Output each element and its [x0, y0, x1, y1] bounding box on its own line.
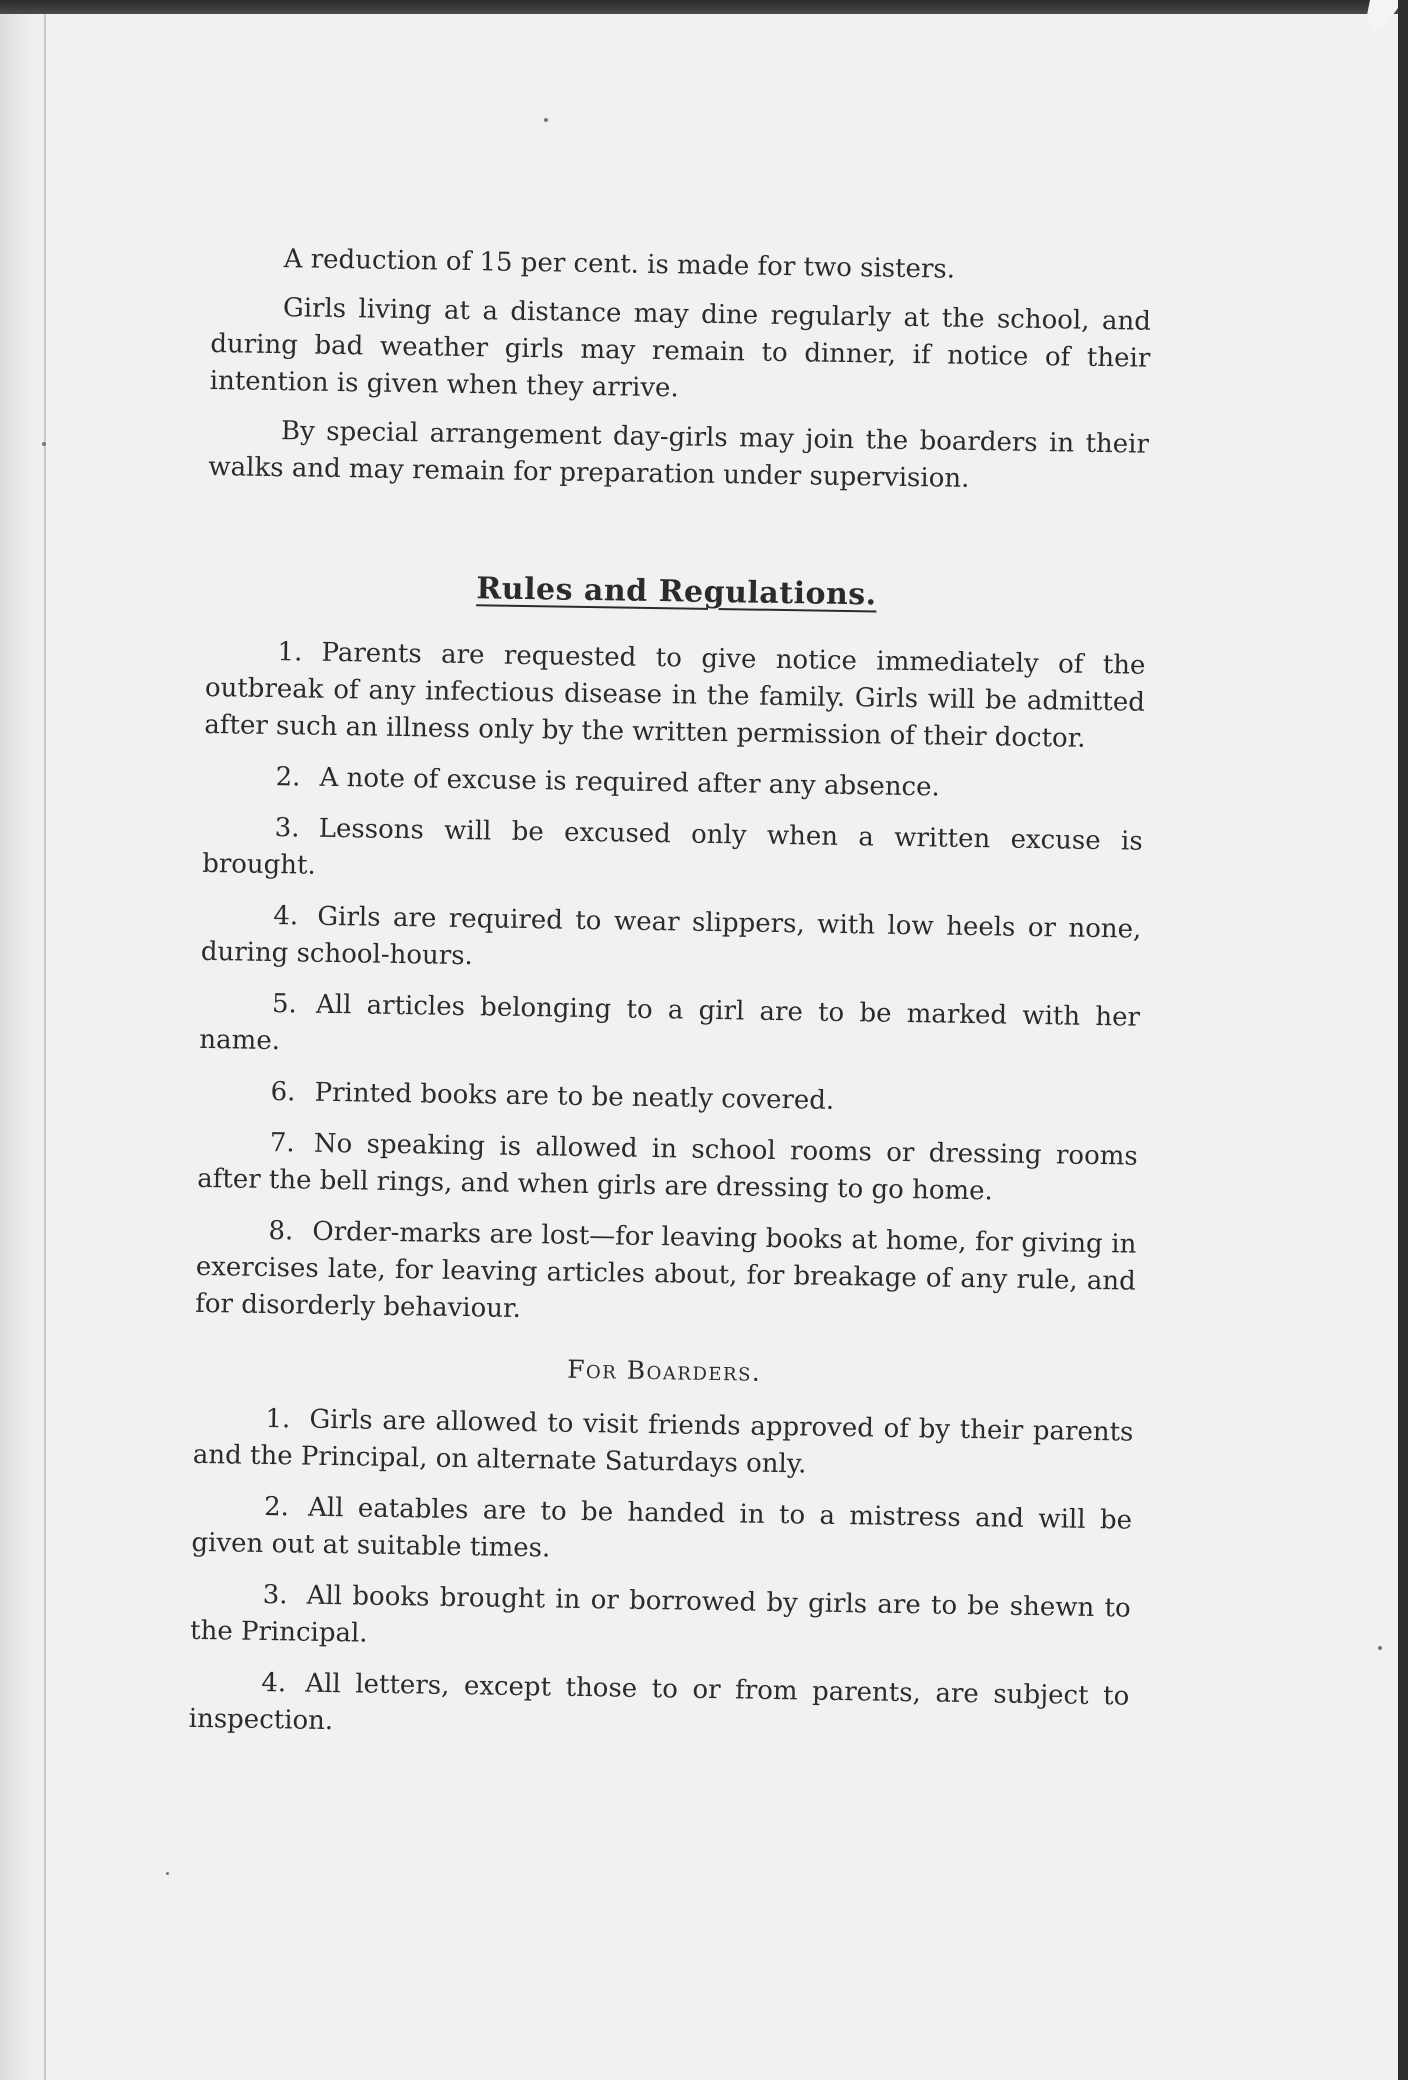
rule-item [201, 897, 1142, 986]
speck [42, 442, 46, 446]
page-right-edge [1398, 0, 1408, 2080]
rule-text: All articles belonging to a girl are to be marked with her name. [199, 989, 1141, 1057]
rule-number: 1. [277, 637, 303, 668]
rule-number: 7. [269, 1128, 295, 1159]
rule-text: Printed books are to be neatly covered. [314, 1077, 835, 1116]
rule-number: 4. [273, 901, 299, 932]
rule-text: Lessons will be excused only when a written excuse is brought. [201, 813, 1143, 881]
boarders-rule-item [188, 1664, 1129, 1753]
rule-number: 1. [265, 1403, 291, 1435]
speck [166, 1872, 169, 1875]
rule-item [204, 633, 1146, 759]
rules-heading: Rules and Regulations. [476, 571, 877, 613]
rule-text: Girls are required to wear slippers, with low heels or none, during school-hours. [200, 901, 1142, 972]
boarders-heading: For Boarders. [566, 1354, 762, 1387]
rule-text: All books brought in or borrowed by girls are to be shewn to the Principal. [189, 1580, 1131, 1649]
rule-item [198, 1073, 1138, 1125]
boarders-rule-item [193, 1400, 1134, 1489]
rule-item [203, 758, 1143, 810]
rule-number: 5. [271, 989, 298, 1020]
intro-paragraph: A reduction of 15 per cent. is made for two sisters. [283, 244, 956, 285]
rule-item [195, 1212, 1137, 1338]
page-top-edge [0, 0, 1408, 14]
rule-text: Girls are allowed to visit friends approved of by their parents and the Principal, on alternate Saturdays only. [192, 1404, 1134, 1480]
document-body [188, 240, 1152, 1767]
speck [1378, 1646, 1382, 1650]
gutter-line [44, 14, 46, 2080]
rule-number: 2. [263, 1491, 290, 1523]
boarders-rule-item [190, 1576, 1131, 1665]
rule-number: 4. [261, 1667, 287, 1699]
rule-item [199, 985, 1140, 1074]
rule-number: 2. [275, 762, 301, 793]
page-gutter [0, 14, 44, 2080]
rule-text: Parents are requested to give notice immediately of the outbreak of any infectious disease in the family. Girls will be admitted after such an illness only by the written permission of their doctor. [204, 637, 1146, 754]
intro-paragraph: Girls living at a distance may dine regularly at the school, and during bad weather girls may remain to dinner, if notice of their intention is given when they arrive. [209, 293, 1152, 404]
rule-text: All letters, except those to or from parents, are subject to inspection. [188, 1668, 1130, 1737]
rule-item [202, 809, 1143, 898]
intro-paragraph: By special arrangement day-girls may join the boarders in their walks and may remain for preparation under supervision. [208, 416, 1150, 494]
speck [544, 118, 548, 122]
rule-number: 6. [270, 1077, 296, 1108]
rule-number: 8. [268, 1216, 294, 1247]
rule-text: All eatables are to be handed in to a mistress and will be given out at suitable times. [191, 1492, 1133, 1564]
rule-number: 3. [274, 813, 300, 844]
rule-text: Order-marks are lost—for leaving books at home, for giving in exercises late, for leaving articles about, for breakage of any rule, and for disorderly behaviour. [195, 1216, 1137, 1324]
rule-item [197, 1124, 1138, 1213]
rule-number: 3. [262, 1579, 288, 1611]
boarders-rule-item [191, 1488, 1132, 1577]
rule-text: No speaking is allowed in school rooms or dressing rooms after the bell rings, and when girls are dressing to go home. [197, 1128, 1138, 1207]
rule-text: A note of excuse is required after any absence. [319, 762, 941, 803]
